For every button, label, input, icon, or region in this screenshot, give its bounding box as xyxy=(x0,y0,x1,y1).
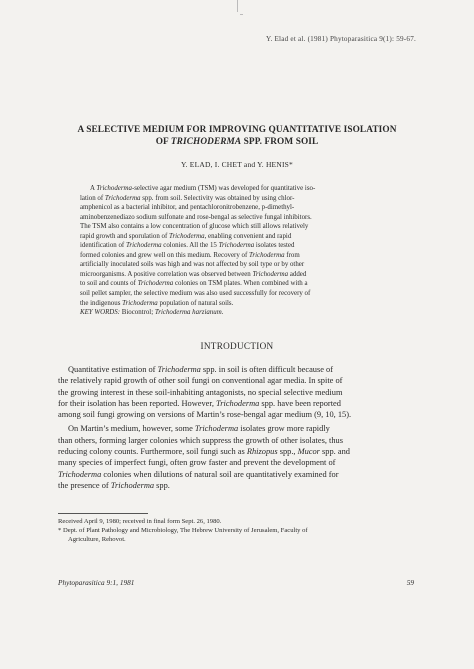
footnote-rule xyxy=(58,513,148,514)
journal-footer: Phytoparasitica 9:1, 1981 xyxy=(58,578,135,587)
abstract-line: aminobenzenediazo sodium sulfonate and rose-bengal as selective fungal inhibitors. xyxy=(80,213,312,221)
abstract-line: rapid growth and sporulation of Trichoderma, enabling convenient and rapid xyxy=(80,232,292,240)
scan-mark xyxy=(237,0,238,12)
abstract xyxy=(80,184,394,318)
body-line: Trichoderma colonies when dilutions of natural soil are quantitatively examined for xyxy=(58,469,339,479)
paper-title xyxy=(60,124,414,148)
abstract-line: amphenicol as a bacterial inhibitor, and pentachloronitrobenzene, p-dimethyl- xyxy=(80,204,295,212)
body-line: many species of imperfect fungi, often grow faster and prevent the development of xyxy=(58,458,336,468)
introduction-body xyxy=(58,364,416,491)
body-line: for their isolation has been reported. However, Trichoderma spp. have been reported xyxy=(58,398,341,408)
footnote-line: * Dept. of Plant Pathology and Microbiology, The Hebrew University of Jerusalem, Faculty of xyxy=(58,527,308,535)
body-line: On Martin’s medium, however, some Trichoderma isolates grow more rapidly xyxy=(68,424,330,434)
paragraph xyxy=(58,364,416,420)
abstract-line: to soil and counts of Trichoderma colonies on TSM plates. When combined with a xyxy=(80,280,308,288)
abstract-line: identification of Trichoderma colonies. All the 15 Trichoderma isolates tested xyxy=(80,242,295,250)
abstract-line: artificially inoculated soils was high and was not affected by soil type or by other xyxy=(80,261,305,269)
title-genus: TRICHODERMA xyxy=(170,137,242,147)
body-line: the presence of Trichoderma spp. xyxy=(58,480,170,490)
abstract-line: The TSM also contains a low concentration of glucose which still allows relatively xyxy=(80,223,309,231)
footnotes xyxy=(58,517,418,545)
body-line: Quantitative estimation of Trichoderma spp. in soil is often difficult because of xyxy=(68,365,334,374)
footnote-line: Received April 9, 1980; received in final form Sept. 26, 1980. xyxy=(58,518,222,525)
abstract-line: microorganisms. A positive correlation was observed between Trichoderma added xyxy=(80,270,307,278)
body-line: than others, forming larger colonies which suppress the growth of other isolates, thus xyxy=(58,435,344,445)
abstract-line: lation of Trichoderma spp. from soil. Selectivity was obtained by using chlor- xyxy=(80,194,295,202)
abstract-line: soil pellet sampler, the selective medium was also used successfully for recovery of xyxy=(80,290,311,298)
body-line: the growing interest in these soil-inhabiting antagonists, no special selective medium xyxy=(58,387,343,397)
abstract-line: the indigenous Trichoderma population of natural soils. xyxy=(80,299,234,307)
page-number: 59 xyxy=(406,578,414,587)
section-heading-introduction: INTRODUCTION xyxy=(200,341,274,351)
footnote-line: Agriculture, Rehovot. xyxy=(68,536,126,544)
body-line: among soil fungi growing on versions of Martin’s rose-bengal agar medium (9, 10, 15). xyxy=(58,410,352,420)
abstract-line: A Trichoderma-selective agar medium (TSM) was developed for quantitative iso- xyxy=(90,185,316,192)
abstract-line: formed colonies and grew well on this medium. Recovery of Trichoderma from xyxy=(80,251,300,259)
author-list: Y. ELAD, I. CHET and Y. HENIS* xyxy=(181,160,293,169)
body-line: the relatively rapid growth of other soil fungi on conventional agar media. In spite of xyxy=(58,376,343,386)
scan-mark xyxy=(240,14,243,15)
title-line-1: A SELECTIVE MEDIUM FOR IMPROVING QUANTITATIVE ISOLATION xyxy=(77,125,397,135)
paragraph xyxy=(58,423,416,491)
journal-citation: Y. Elad et al. (1981) Phytoparasitica 9(1): 59-67. xyxy=(266,35,416,43)
title-line-2: OF TRICHODERMA SPP. FROM SOIL xyxy=(155,137,319,147)
abstract-line: KEY WORDS: Biocontrol; Trichoderma harzianum. xyxy=(80,309,224,317)
body-line: reducing colony counts. Furthermore, soil fungi such as Rhizopus spp., Mucor spp. and xyxy=(58,447,350,457)
